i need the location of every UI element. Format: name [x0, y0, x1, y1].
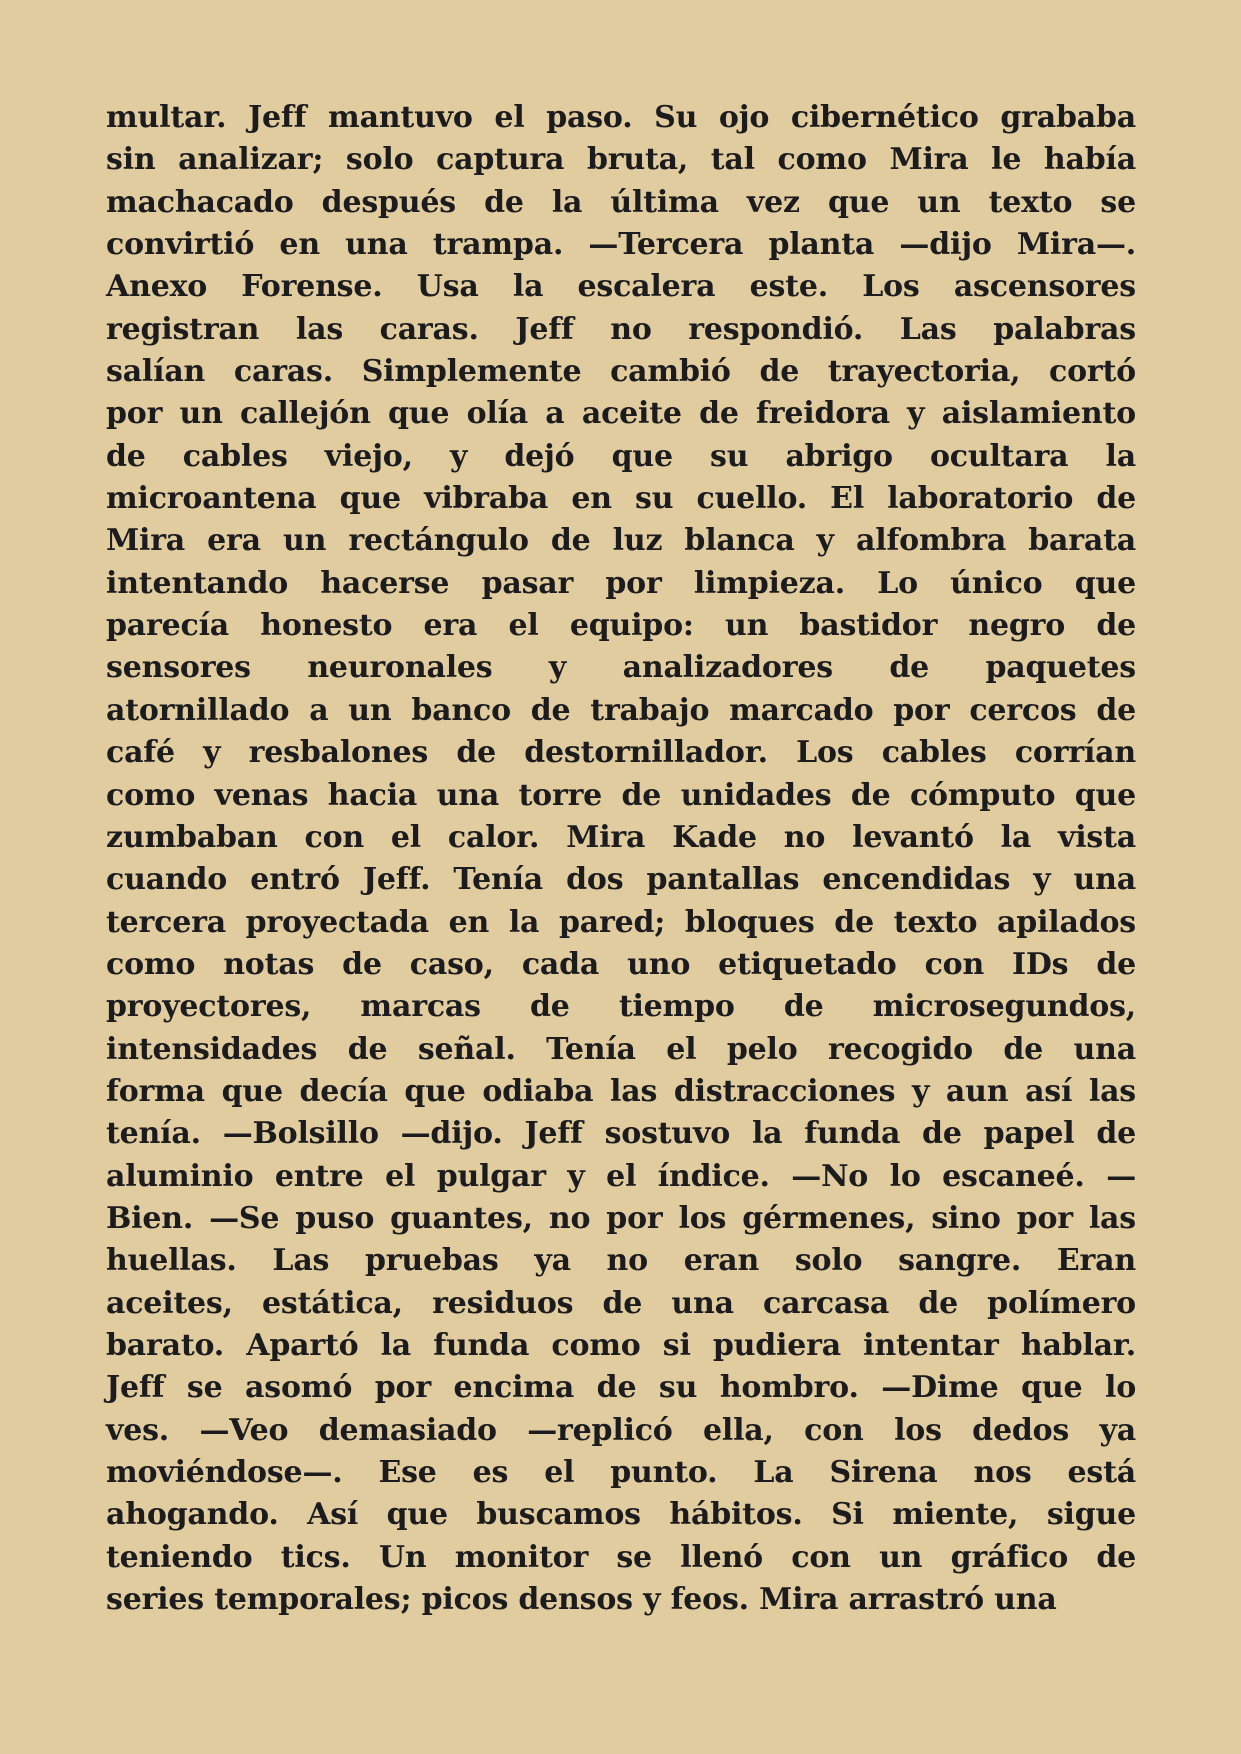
text-line: como venas hacia una torre de unidades de cómputo que: [106, 777, 1136, 813]
text-line: teniendo tics. Un monitor se llenó con un gráfico de: [106, 1539, 1136, 1575]
text-line: multar. Jeff mantuvo el paso. Su ojo cibernético grababa: [106, 100, 1136, 135]
text-line: series temporales; picos densos y feos. Mira arrastró una: [106, 1582, 1057, 1618]
text-line: convirtió en una trampa. —Tercera planta —dijo Mira—.: [106, 227, 1136, 263]
text-line: atornillado a un banco de trabajo marcado por cercos de: [106, 692, 1136, 728]
text-line: huellas. Las pruebas ya no eran solo sangre. Eran: [106, 1243, 1136, 1279]
text-line: intensidades de señal. Tenía el pelo recogido de una: [106, 1031, 1136, 1067]
text-line: moviéndose—. Ese es el punto. La Sirena nos está: [106, 1455, 1136, 1490]
text-line: registran las caras. Jeff no respondió. Las palabras: [106, 311, 1136, 347]
text-line: Mira era un rectángulo de luz blanca y alfombra barata: [106, 523, 1136, 559]
text-line: microantena que vibraba en su cuello. El laboratorio de: [106, 481, 1136, 517]
text-line: aluminio entre el pulgar y el índice. —No lo escaneé. —: [106, 1158, 1136, 1194]
text-line: forma que decía que odiaba las distracciones y aun así las: [106, 1073, 1136, 1109]
text-line: salían caras. Simplemente cambió de trayectoria, cortó: [106, 354, 1136, 390]
text-line: tenía. —Bolsillo —dijo. Jeff sostuvo la funda de papel de: [106, 1116, 1136, 1152]
text-line: Bien. —Se puso guantes, no por los gérmenes, sino por las: [106, 1200, 1136, 1236]
text-line: ahogando. Así que buscamos hábitos. Si miente, sigue: [106, 1497, 1136, 1533]
text-line: café y resbalones de destornillador. Los cables corrían: [106, 735, 1136, 771]
text-line: por un callejón que olía a aceite de freidora y aislamiento: [106, 396, 1136, 432]
text-line: sin analizar; solo captura bruta, tal como Mira le había: [106, 142, 1136, 178]
text-line: sensores neuronales y analizadores de paquetes: [106, 650, 1136, 686]
text-line: tercera proyectada en la pared; bloques de texto apilados: [106, 904, 1136, 940]
text-line: ves. —Veo demasiado —replicó ella, con los dedos ya: [106, 1412, 1136, 1448]
text-line: zumbaban con el calor. Mira Kade no levantó la vista: [106, 819, 1136, 855]
text-line: aceites, estática, residuos de una carcasa de polímero: [106, 1285, 1136, 1321]
text-line: barato. Apartó la funda como si pudiera intentar hablar.: [106, 1327, 1136, 1363]
text-line: cuando entró Jeff. Tenía dos pantallas encendidas y una: [106, 862, 1136, 898]
text-line: machacado después de la última vez que un texto se: [106, 184, 1136, 220]
text-line: parecía honesto era el equipo: un bastidor negro de: [106, 608, 1136, 644]
text-line: intentando hacerse pasar por limpieza. Lo único que: [106, 565, 1136, 601]
text-line: Jeff se asomó por encima de su hombro. —Dime que lo: [106, 1370, 1136, 1406]
text-line: proyectores, marcas de tiempo de microsegundos,: [106, 989, 1136, 1025]
text-line: como notas de caso, cada uno etiquetado con IDs de: [106, 946, 1136, 982]
text-line: de cables viejo, y dejó que su abrigo ocultara la: [106, 438, 1136, 474]
text-line: Anexo Forense. Usa la escalera este. Los ascensores: [106, 269, 1136, 305]
body-paragraph: [106, 97, 1136, 1621]
